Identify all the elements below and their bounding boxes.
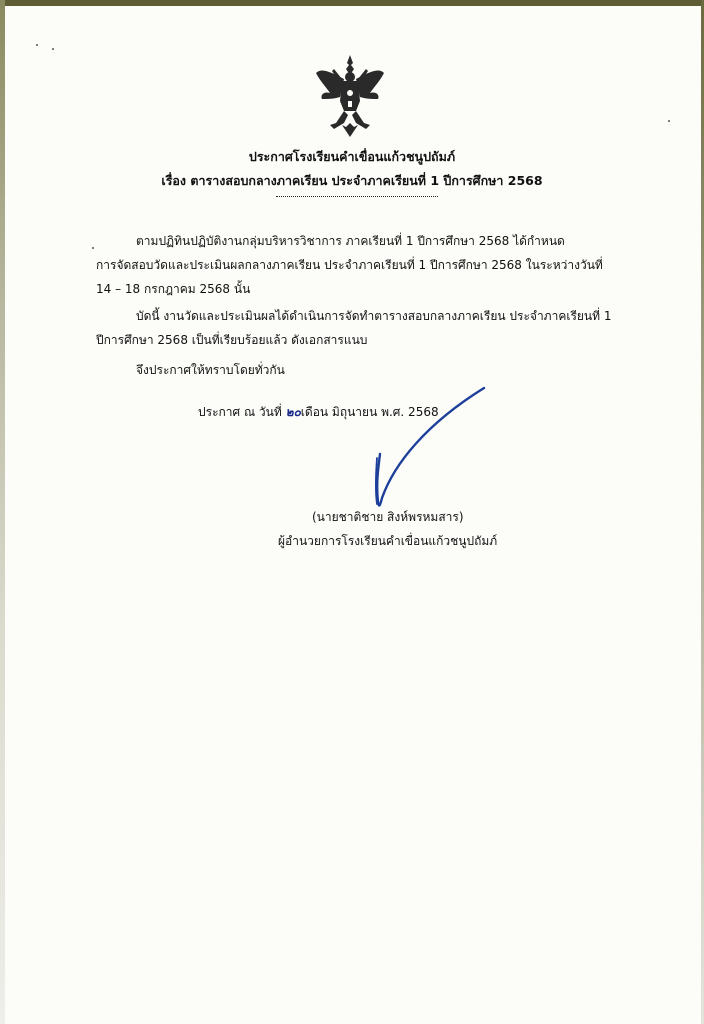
paragraph-1-line-2: การจัดสอบวัดและประเมินผลกลางภาคเรียน ประจำภาคเรียนที่ 1 ปีการศึกษา 2568 ในระหว่างวันที่ (96, 258, 603, 272)
signatory-name: (นายชาติชาย สิงห์พรหมสาร) (312, 510, 464, 524)
title-dotted-divider (276, 196, 438, 198)
announcement-day-handwritten: ๒๐ (285, 405, 301, 419)
paragraph-1-line-3: 14 – 18 กรกฎาคม 2568 นั้น (96, 282, 251, 296)
paragraph-2-line-2: ปีการศึกษา 2568 เป็นที่เรียบร้อยแล้ว ดังเอกสารแนบ (96, 333, 368, 347)
document-subject: เรื่อง ตารางสอบกลางภาคเรียน ประจำภาคเรียนที่ 1 ปีการศึกษา 2568 (161, 173, 543, 188)
garuda-emblem-icon (314, 53, 386, 139)
scan-speck (36, 44, 38, 46)
paragraph-1-line-1: ตามปฏิทินปฏิบัติงานกลุ่มบริหารวิชาการ ภาคเรียนที่ 1 ปีการศึกษา 2568 ได้กำหนด (136, 234, 565, 248)
paragraph-3: จึงประกาศให้ทราบโดยทั่วกัน (136, 363, 285, 377)
document-title: ประกาศโรงเรียนคำเขื่อนแก้วชนูปถัมภ์ (248, 149, 456, 164)
paragraph-2-line-1: บัดนี้ งานวัดและประเมินผลได้ดำเนินการจัดทำตารางสอบกลางภาคเรียน ประจำภาคเรียนที่ 1 (136, 309, 612, 323)
announcement-prefix: ประกาศ ณ วันที่ (198, 405, 286, 419)
scan-speck (668, 120, 670, 122)
scan-edge-top (0, 0, 704, 6)
scan-speck (52, 48, 54, 50)
signatory-position: ผู้อำนวยการโรงเรียนคำเขื่อนแก้วชนูปถัมภ์ (278, 534, 498, 548)
handwritten-signature (360, 380, 500, 520)
announcement-suffix: เดือน มิถุนายน พ.ศ. 2568 (300, 405, 439, 419)
scan-speck (92, 247, 94, 249)
